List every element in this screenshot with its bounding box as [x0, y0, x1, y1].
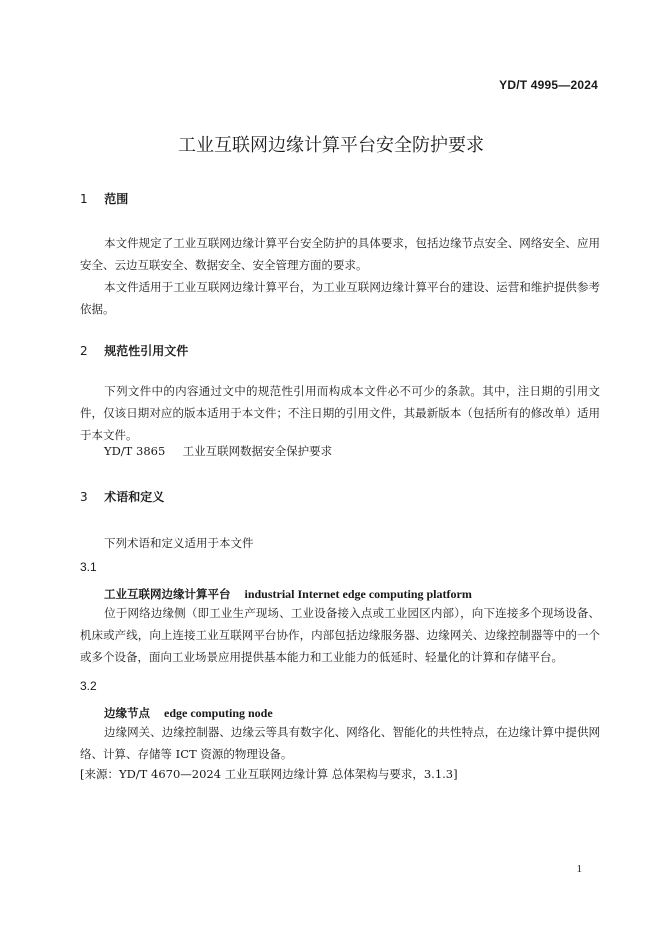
- term-definition: 位于网络边缘侧（即工业生产现场、工业设备接入点或工业园区内部），向下连接多个现场设备、机床或产线，向上连接工业互联网平台协作，内部包括边缘服务器、边缘网关、边缘控制器等中的一个或多个设备，面向工业场景应用提供基本能力和工业能力的低延时、轻量化的计算和存储平台。: [80, 606, 600, 664]
- term-definition: 边缘网关、边缘控制器、边缘云等具有数字化、网络化、智能化的共性特点，在边缘计算中提供网络、计算、存储等 ICT 资源的物理设备。: [80, 725, 600, 761]
- reference-title: 工业互联网数据安全保护要求: [182, 444, 333, 458]
- terms-intro: 下列术语和定义适用于本文件: [104, 536, 254, 550]
- reference-item: [104, 443, 332, 459]
- section-title: 术语和定义: [104, 490, 165, 504]
- page-number: 1: [576, 863, 582, 875]
- term-heading: [104, 586, 472, 602]
- term-en: industrial Internet edge computing platform: [244, 587, 472, 601]
- section-heading-scope: [80, 190, 128, 207]
- section-title: 规范性引用文件: [104, 344, 189, 358]
- section-number: 1: [80, 192, 88, 206]
- term-source: [来源：YD/T 4670—2024 工业互联网边缘计算 总体架构与要求，3.1.3]: [80, 767, 458, 781]
- term-number: 3.2: [80, 679, 97, 693]
- page-title: 工业互联网边缘计算平台安全防护要求: [178, 135, 484, 156]
- section-number: 3: [80, 490, 88, 504]
- term-number: 3.1: [80, 560, 97, 574]
- term-zh: 边缘节点: [104, 706, 150, 720]
- paragraph: 下列文件中的内容通过文中的规范性引用而构成本文件必不可少的条款。其中，注日期的引用文件，仅该日期对应的版本适用于本文件；不注日期的引用文件，其最新版本（包括所有的修改单）适用于本文件。: [80, 384, 600, 442]
- section-heading-terms: [80, 488, 164, 505]
- term-heading: [104, 705, 273, 721]
- paragraph: 本文件规定了工业互联网边缘计算平台安全防护的具体要求，包括边缘节点安全、网络安全、应用安全、云边互联安全、数据安全、安全管理方面的要求。: [80, 236, 600, 272]
- section-heading-normative-references: [80, 342, 188, 359]
- term-zh: 工业互联网边缘计算平台: [104, 587, 231, 601]
- section-title: 范围: [104, 192, 129, 206]
- term-en: edge computing node: [164, 706, 273, 720]
- paragraph: 本文件适用于工业互联网边缘计算平台，为工业互联网边缘计算平台的建设、运营和维护提供参考依据。: [80, 280, 600, 316]
- standard-number: YD/T 4995—2024: [499, 78, 598, 92]
- reference-code: YD/T 3865: [104, 444, 166, 458]
- section-number: 2: [80, 344, 88, 358]
